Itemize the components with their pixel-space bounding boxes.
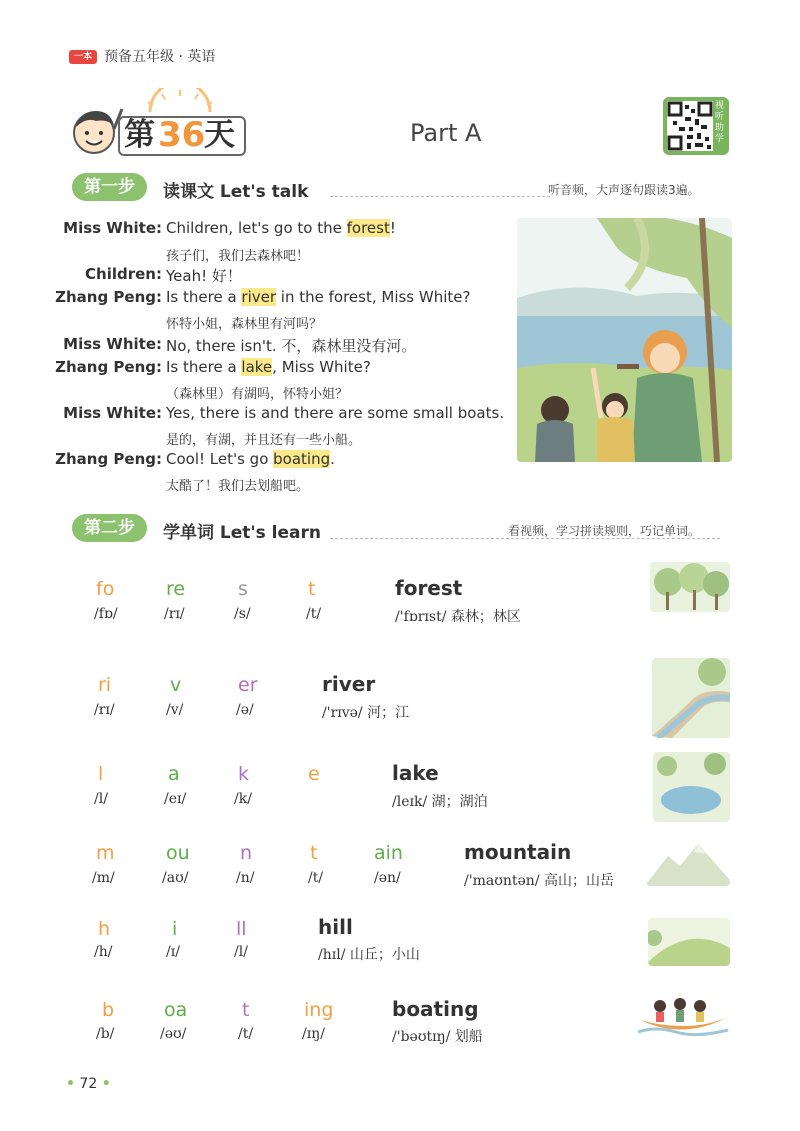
dialogue-line: Cool! Let's go boating.: [166, 450, 335, 468]
phonics-ipa: /aʊ/: [162, 870, 189, 886]
phonics-ipa: /l/: [234, 944, 248, 960]
river-image: [652, 658, 730, 738]
dialogue-line: Yeah! 好！: [166, 267, 242, 285]
vocab-gloss: /leɪk/ 湖；湖泊: [392, 794, 488, 810]
phonics-part: oa: [164, 999, 188, 1021]
phonics-part: k: [238, 763, 250, 785]
phonics-part: t: [308, 578, 316, 600]
keyword-highlight: boating: [273, 450, 331, 468]
phonics-part: n: [240, 842, 253, 864]
phonics-part: t: [310, 842, 318, 864]
dialogue: [0, 0, 520, 500]
phonics-ipa: /n/: [236, 870, 255, 886]
step2-title: 学单词 Let's learn: [163, 523, 321, 543]
vocab-word: hill: [318, 915, 353, 939]
phonics-part: er: [238, 674, 258, 696]
series-title: 预备五年级 · 英语: [104, 49, 216, 65]
phonics-ipa: /ɪ/: [166, 944, 180, 960]
vocab-gloss: /'maʊntən/ 高山；山岳: [464, 873, 614, 889]
phonics-ipa: /m/: [92, 870, 115, 886]
day-prefix: 第: [124, 117, 155, 153]
phonics-ipa: /ə/: [236, 702, 254, 718]
phonics-part: ing: [304, 999, 334, 1021]
vocab-word: boating: [392, 997, 479, 1021]
phonics-part: ou: [166, 842, 190, 864]
vocab-gloss: /'rɪvə/ 河；江: [322, 705, 410, 721]
keyword-highlight: river: [241, 288, 277, 306]
phonics-part: s: [238, 578, 248, 600]
phonics-part: ll: [236, 918, 247, 940]
phonics-ipa: /eɪ/: [164, 791, 187, 807]
dialogue-translation: 孩子们，我们去森林吧！: [166, 249, 310, 264]
phonics-part: ain: [374, 842, 403, 864]
mountain-image: [646, 838, 730, 886]
day-suffix: 天: [204, 117, 235, 153]
phonics-ipa: /h/: [94, 944, 113, 960]
dialogue-translation: 是的，有湖，并且还有一些小船。: [166, 433, 362, 448]
dialogue-translation: （森林里）有湖吗，怀特小姐？: [166, 387, 349, 402]
phonics-part: v: [170, 674, 182, 696]
phonics-part: l: [98, 763, 104, 785]
part-title: Part A: [410, 119, 482, 147]
phonics-part: fo: [96, 578, 115, 600]
phonics-part: t: [242, 999, 250, 1021]
hill-image: [648, 918, 730, 966]
phonics-ipa: /t/: [306, 606, 322, 622]
step2-note: 看视频，学习拼读规则，巧记单词。: [508, 524, 701, 538]
speaker-label: Miss White:: [63, 404, 162, 422]
qr-code[interactable]: [663, 97, 729, 155]
qr-caption: 视听助学: [715, 101, 725, 144]
phonics-ipa: /t/: [238, 1026, 254, 1042]
dialogue-translation: 太酷了！我们去划船吧。: [166, 479, 310, 494]
phonics-ipa: /ɪŋ/: [302, 1026, 325, 1042]
dialogue-line: Yes, there is and there are some small boats.: [166, 404, 505, 422]
step2-badge: 第二步: [72, 514, 147, 542]
step1-badge: 第一步: [72, 173, 147, 201]
vocab-word: lake: [392, 761, 439, 785]
lake-image: [653, 752, 730, 822]
vocab-word: forest: [395, 576, 463, 600]
vocab-word: river: [322, 672, 376, 696]
dialogue-line: Is there a river in the forest, Miss White?: [166, 288, 471, 306]
boating-image: [636, 994, 730, 1040]
phonics-part: a: [168, 763, 180, 785]
vocab-gloss: /'fɒrɪst/ 森林；林区: [395, 609, 521, 625]
phonics-ipa: /fɒ/: [94, 606, 118, 622]
speaker-label: Zhang Peng:: [55, 288, 162, 306]
speaker-label: Miss White:: [63, 335, 162, 353]
phonics-part: h: [98, 918, 111, 940]
speaker-label: Zhang Peng:: [55, 358, 162, 376]
day-number: 36: [158, 115, 206, 155]
phonics-ipa: /ən/: [374, 870, 401, 886]
dialogue-line: Is there a lake, Miss White?: [166, 358, 371, 376]
phonics-ipa: /rɪ/: [94, 702, 115, 718]
series-badge: 一本: [69, 50, 97, 64]
speaker-label: Zhang Peng:: [55, 450, 162, 468]
forest-image: [650, 562, 730, 612]
keyword-highlight: lake: [241, 358, 273, 376]
vocab-gloss: /'bəʊtɪŋ/ 划船: [392, 1029, 483, 1045]
dialogue-line: Children, let's go to the forest!: [166, 219, 396, 237]
step1-note: 听音频，大声逐句跟读3遍。: [548, 183, 700, 197]
phonics-ipa: /v/: [166, 702, 184, 718]
dialogue-translation: 怀特小姐，森林里有河吗？: [166, 317, 323, 332]
phonics-part: i: [172, 918, 178, 940]
phonics-ipa: /s/: [234, 606, 251, 622]
dialogue-line: No, there isn't. 不，森林里没有河。: [166, 337, 417, 355]
page-number: • 72 •: [66, 1076, 111, 1092]
phonics-part: b: [102, 999, 115, 1021]
phonics-part: ri: [98, 674, 112, 696]
vocab-gloss: /hɪl/ 山丘；小山: [318, 947, 420, 963]
phonics-ipa: /k/: [234, 791, 252, 807]
phonics-ipa: /t/: [308, 870, 324, 886]
speaker-label: Children:: [85, 265, 162, 283]
vocab-word: mountain: [464, 840, 572, 864]
qr-pattern-icon: [667, 101, 713, 151]
phonics-ipa: /b/: [96, 1026, 115, 1042]
step1-title: 读课文 Let's talk: [163, 182, 309, 202]
phonics-part: e: [308, 763, 320, 785]
phonics-part: re: [166, 578, 186, 600]
phonics-ipa: /l/: [94, 791, 108, 807]
keyword-highlight: forest: [346, 219, 390, 237]
phonics-ipa: /əʊ/: [160, 1026, 187, 1042]
phonics-part: m: [96, 842, 115, 864]
lake-scene-illustration: [517, 218, 732, 462]
speaker-label: Miss White:: [63, 219, 162, 237]
phonics-ipa: /rɪ/: [164, 606, 185, 622]
